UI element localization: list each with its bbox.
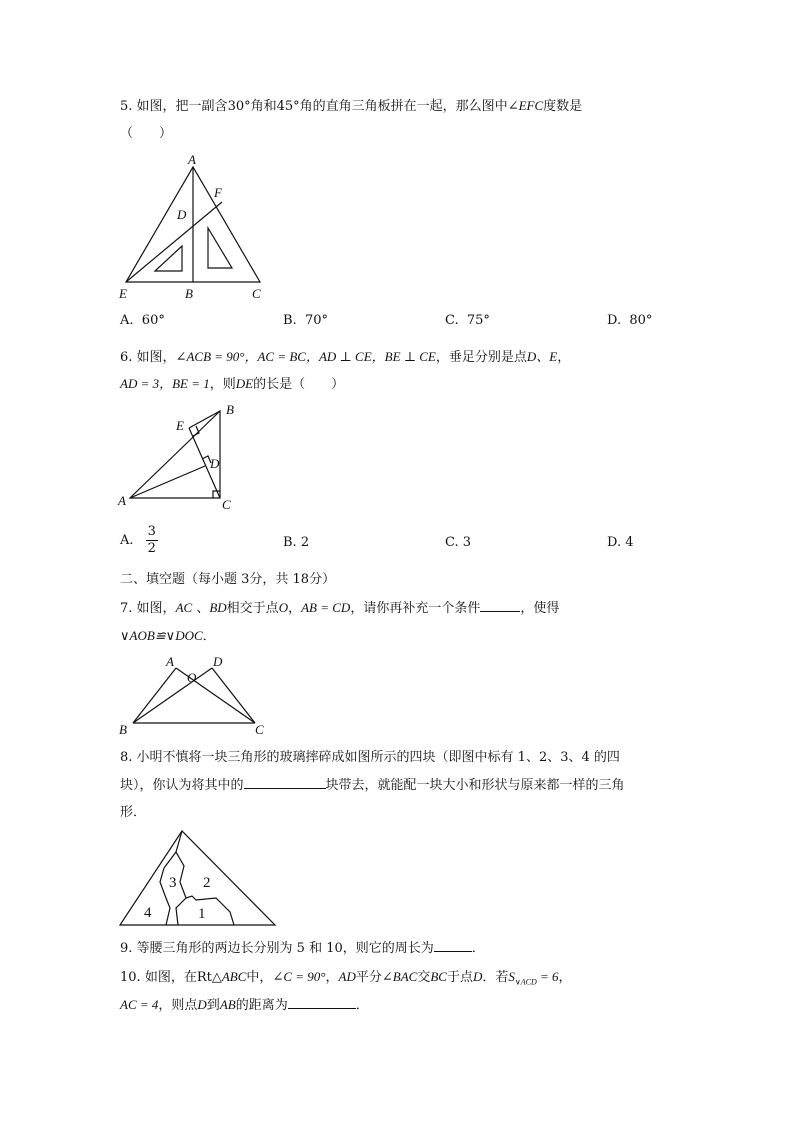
q10-text: ，则点: [158, 998, 198, 1013]
q5-label-A: A: [188, 152, 196, 167]
q6-number: 6.: [120, 350, 133, 365]
q10-math: BC: [430, 969, 447, 984]
q5-text: 如图，把一副含: [136, 99, 228, 114]
option-value: 70°: [304, 313, 328, 328]
q7-text: 相交于点: [226, 601, 279, 616]
option-letter: C.: [445, 313, 459, 328]
q5-label-F: F: [214, 185, 222, 200]
option-letter: D.: [607, 313, 622, 328]
q10-line2: [120, 996, 369, 1015]
q6-label-C: C: [222, 497, 231, 512]
q8-piece-1: 1: [198, 906, 206, 922]
q7-label-A: A: [166, 654, 174, 669]
q10-text: 如图，在: [144, 970, 197, 985]
q10-text: ．若: [482, 970, 509, 985]
q8-line1: 8. 小明不慎将一块三角形的玻璃摔碎成如图所示的四块（即图中标有 1、2、3、4 的四: [120, 750, 620, 765]
q10-text: 于点: [446, 970, 473, 985]
q8-crack-right: [186, 896, 234, 925]
q5-angle: ∠EFC: [507, 98, 544, 113]
q10-rt: Rt△: [196, 970, 222, 985]
q5-text: 度数是: [543, 99, 583, 114]
q8-piece-2: 2: [203, 875, 211, 891]
q10-text: ．: [355, 998, 369, 1013]
q10-math: AC = 4: [120, 997, 159, 1012]
q8-piece-3: 3: [169, 875, 177, 891]
option-letter: B.: [283, 535, 297, 550]
q7-congruence: ∨AOB≌∨DOC: [120, 628, 203, 643]
q7-text: ，使得: [520, 601, 560, 616]
q10-math: = 6: [536, 969, 559, 984]
option-value: 60°: [141, 313, 165, 328]
q5-answer-paren: （ ）: [120, 126, 173, 141]
option-value: 75°: [466, 313, 490, 328]
fraction-numerator: 3: [147, 524, 156, 539]
q10-text: ，: [558, 970, 572, 985]
q5-text: 角和: [250, 99, 277, 114]
option-letter: D.: [607, 535, 622, 550]
q6-label-B: B: [226, 402, 234, 417]
q9-text: ．: [471, 941, 485, 956]
q7-math: BD: [209, 600, 227, 615]
q9-answer-blank[interactable]: [434, 939, 472, 952]
q10-math: ABC: [221, 969, 247, 984]
q7-text: ，请你再补充一个条件: [350, 601, 481, 616]
q6-text: 如图，: [136, 350, 176, 365]
q10-area-symbol: S: [508, 969, 515, 984]
option-value: 3: [462, 535, 472, 550]
q7-label-O: O: [187, 670, 197, 685]
q7-math: AC: [175, 600, 193, 615]
q6-math: ∠ACB = 90°，AC = BC，AD ⊥ CE，BE ⊥ CE: [175, 349, 436, 364]
q6-text: ，则: [209, 377, 236, 392]
q7-label-D: D: [213, 654, 223, 669]
q8-piece-4: 4: [144, 905, 152, 921]
q8-text: 块），你认为将其中的: [120, 778, 244, 793]
q7-math: O: [278, 600, 289, 615]
q6-math: AD = 3，BE = 1: [120, 376, 210, 391]
option-value: 2: [300, 535, 310, 550]
q8-line3: 形．: [120, 805, 147, 820]
q7-number: 7.: [120, 601, 133, 616]
q10-math: ∠C = 90°: [272, 969, 326, 984]
q6-label-E: E: [176, 418, 184, 433]
q10-text: 平分: [355, 970, 382, 985]
q10-math: ∠BAC: [381, 969, 418, 984]
q6-points: D、E: [526, 349, 558, 364]
q9-text: 9. 等腰三角形的两边长分别为 5 和 10，则它的周长为: [120, 941, 434, 956]
q10-text: ，: [325, 970, 339, 985]
q5-label-E: E: [119, 286, 127, 301]
q10-text: 的距离为: [235, 998, 288, 1013]
q5-label-C: C: [252, 286, 261, 301]
q7-text: ，: [288, 601, 302, 616]
option-value: 80°: [629, 313, 653, 328]
q5-deg30: 30°: [227, 99, 251, 114]
q10-line1: [120, 968, 572, 992]
q6-text: 的长是（ ）: [253, 377, 345, 392]
q6-label-D: D: [210, 456, 220, 471]
q10-math: D: [197, 997, 207, 1012]
q7-text: 如图，: [136, 601, 176, 616]
q7-math: AB = CD: [301, 600, 351, 615]
q5-label-D: D: [177, 207, 187, 222]
option-letter: B.: [283, 313, 297, 328]
q7-text: 、: [192, 601, 210, 616]
q10-number: 10.: [120, 970, 141, 985]
option-value: 4: [625, 535, 634, 550]
q8-text: 块带去，就能配一块大小和形状与原来都一样的三角: [325, 778, 625, 793]
q6-text: ，垂足分别是点: [435, 350, 527, 365]
q9-line: [120, 939, 485, 958]
q6-text: ，: [557, 350, 571, 365]
q6-label-A: A: [118, 493, 126, 508]
q5-text: 角的直角三角板拼在一起，那么图中: [299, 99, 508, 114]
q10-answer-blank[interactable]: [288, 996, 356, 1009]
q10-math: AB: [219, 997, 236, 1012]
q10-math: D: [472, 969, 483, 984]
option-letter: A.: [120, 313, 134, 328]
option-letter: A.: [120, 533, 134, 548]
q7-label-C: C: [255, 722, 264, 737]
q10-area-subscript: ∨ACD: [514, 977, 537, 987]
q10-text: 到: [206, 998, 220, 1013]
q7-text: ．: [202, 629, 216, 644]
q10-text: 中，: [246, 970, 273, 985]
fraction-denominator: 2: [147, 541, 156, 556]
q7-label-B: B: [119, 722, 127, 737]
q6-segment: DE: [235, 376, 254, 391]
option-letter: C.: [445, 535, 459, 550]
q5-label-B: B: [185, 286, 193, 301]
q10-text: 交: [417, 970, 431, 985]
section-fill-in-heading: 二、填空题（每小题 3分，共 18分）: [120, 572, 336, 587]
q5-number: 5.: [120, 99, 133, 114]
q8-crack-main: [176, 831, 186, 925]
q10-math: AD: [338, 969, 356, 984]
q5-deg45: 45°: [276, 99, 300, 114]
